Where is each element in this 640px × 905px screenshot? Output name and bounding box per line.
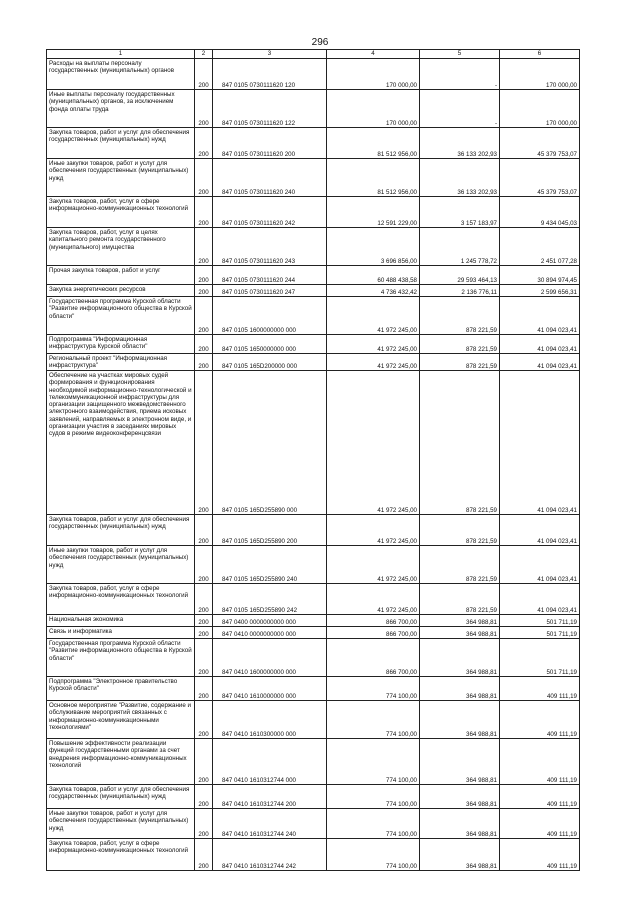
row-executed-amount: 29 593 464,13 (420, 266, 500, 285)
row-executed-amount: 878 221,59 (420, 335, 500, 354)
row-unexecuted-amount: 41 094 023,41 (500, 297, 580, 335)
row-executed-amount: 364 988,81 (420, 701, 500, 739)
row-approved-amount: 866 700,00 (327, 627, 420, 639)
table-row (47, 739, 580, 785)
row-executed-amount: 36 133 202,93 (420, 159, 500, 197)
row-budget-code: 847 0410 1600000000 000 (213, 639, 327, 677)
row-executed-amount: 364 988,81 (420, 739, 500, 785)
row-approved-amount: 774 100,00 (327, 677, 420, 701)
row-executed-amount: 878 221,59 (420, 584, 500, 615)
row-executed-amount: 2 136 776,11 (420, 285, 500, 297)
header-col-3: 3 (213, 50, 327, 59)
row-line-code: 200 (195, 785, 213, 809)
row-approved-amount: 170 000,00 (327, 90, 420, 128)
row-line-code: 200 (195, 297, 213, 335)
row-budget-code: 847 0105 0730111620 122 (213, 90, 327, 128)
row-unexecuted-amount: 45 379 753,07 (500, 128, 580, 159)
row-unexecuted-amount: 9 434 045,03 (500, 197, 580, 228)
row-budget-code: 847 0105 1600000000 000 (213, 297, 327, 335)
table-row (47, 615, 580, 627)
row-line-code: 200 (195, 739, 213, 785)
table-row (47, 515, 580, 546)
row-budget-code: 847 0410 1610312744 000 (213, 739, 327, 785)
row-unexecuted-amount: 45 379 753,07 (500, 159, 580, 197)
row-name: Расходы на выплаты персоналу государственных (муниципальных) органов (47, 59, 195, 90)
row-unexecuted-amount: 2 451 077,28 (500, 228, 580, 266)
row-approved-amount: 170 000,00 (327, 59, 420, 90)
row-executed-amount: 364 988,81 (420, 615, 500, 627)
page-number: 296 (311, 37, 329, 48)
row-unexecuted-amount: 41 094 023,41 (500, 546, 580, 584)
row-unexecuted-amount: 409 111,19 (500, 677, 580, 701)
row-line-code: 200 (195, 701, 213, 739)
row-line-code: 200 (195, 335, 213, 354)
header-col-5: 5 (420, 50, 500, 59)
row-line-code: 200 (195, 354, 213, 371)
row-budget-code: 847 0105 0730111620 200 (213, 128, 327, 159)
table-row (47, 809, 580, 839)
row-name: Закупка товаров, работ, услуг в сфере информационно-коммуникационных технологий (47, 584, 195, 615)
row-budget-code: 847 0410 1610312744 240 (213, 809, 327, 839)
row-budget-code: 847 0105 165D255890 000 (213, 371, 327, 515)
table-body (47, 59, 580, 871)
table-row (47, 701, 580, 739)
row-approved-amount: 81 512 956,00 (327, 128, 420, 159)
row-budget-code: 847 0105 165D255890 240 (213, 546, 327, 584)
row-unexecuted-amount: 409 111,19 (500, 701, 580, 739)
row-line-code: 200 (195, 90, 213, 128)
row-unexecuted-amount: 409 111,19 (500, 809, 580, 839)
row-budget-code: 847 0105 1650000000 000 (213, 335, 327, 354)
row-executed-amount: 364 988,81 (420, 677, 500, 701)
row-approved-amount: 41 972 245,00 (327, 297, 420, 335)
row-unexecuted-amount: 41 094 023,41 (500, 584, 580, 615)
row-budget-code: 847 0105 165D200000 000 (213, 354, 327, 371)
row-name: Закупка товаров, работ, услуг в целях капитального ремонта государственного (муниципального) имущества (47, 228, 195, 266)
table-row (47, 297, 580, 335)
table-row (47, 128, 580, 159)
row-approved-amount: 3 696 856,00 (327, 228, 420, 266)
row-unexecuted-amount: 409 111,19 (500, 739, 580, 785)
row-name: Иные закупки товаров, работ и услуг для обеспечения государственных (муниципальных) нужд (47, 809, 195, 839)
row-executed-amount: 878 221,59 (420, 515, 500, 546)
header-col-2: 2 (195, 50, 213, 59)
row-unexecuted-amount: 41 094 023,41 (500, 354, 580, 371)
row-line-code: 200 (195, 371, 213, 515)
row-executed-amount: - (420, 90, 500, 128)
row-budget-code: 847 0105 0730111620 242 (213, 197, 327, 228)
table-row (47, 228, 580, 266)
row-unexecuted-amount: 409 111,19 (500, 785, 580, 809)
table-row (47, 90, 580, 128)
row-line-code: 200 (195, 809, 213, 839)
row-name: Основное мероприятие "Развитие, содержание и обслуживание мероприятий связанных с информационно-коммуникационными технологиями" (47, 701, 195, 739)
row-name: Иные закупки товаров, работ и услуг для обеспечения государственных (муниципальных) нужд (47, 546, 195, 584)
row-budget-code: 847 0410 1610300000 000 (213, 701, 327, 739)
row-name: Закупка энергетических ресурсов (47, 285, 195, 297)
row-line-code: 200 (195, 584, 213, 615)
row-approved-amount: 41 972 245,00 (327, 515, 420, 546)
row-executed-amount: 364 988,81 (420, 785, 500, 809)
table-row (47, 266, 580, 285)
table-row (47, 546, 580, 584)
row-name: Повышение эффективности реализации функций государственными органами за счет внедрения информационно-коммуникационных технологий (47, 739, 195, 785)
table-row (47, 159, 580, 197)
row-name: Подпрограмма "Электронное правительство Курской области" (47, 677, 195, 701)
row-budget-code: 847 0105 0730111620 240 (213, 159, 327, 197)
row-line-code: 200 (195, 839, 213, 871)
row-name: Обеспечение на участках мировых судей формирования и функционирования необходимой информационно-технологической и телекоммуникационной инфраструктуры для организации защищенного межведомственного электронного взаимодействия, приема исковых заявлений, направляемых в электронном виде, и организации участия в заседаниях мировых судов в режиме видеоконференцсвязи (47, 371, 195, 515)
table-row (47, 639, 580, 677)
row-name: Национальная экономика (47, 615, 195, 627)
table-row (47, 285, 580, 297)
row-approved-amount: 41 972 245,00 (327, 584, 420, 615)
row-executed-amount: 878 221,59 (420, 371, 500, 515)
row-name: Прочая закупка товаров, работ и услуг (47, 266, 195, 285)
row-line-code: 200 (195, 128, 213, 159)
row-executed-amount: 878 221,59 (420, 546, 500, 584)
row-line-code: 200 (195, 59, 213, 90)
row-budget-code: 847 0410 1610312744 242 (213, 839, 327, 871)
row-name: Иные выплаты персоналу государственных (муниципальных) органов, за исключением фонда оплаты труда (47, 90, 195, 128)
row-unexecuted-amount: 170 000,00 (500, 59, 580, 90)
row-executed-amount: 364 988,81 (420, 809, 500, 839)
row-unexecuted-amount: 41 094 023,41 (500, 371, 580, 515)
row-unexecuted-amount: 409 111,19 (500, 839, 580, 871)
table-row (47, 354, 580, 371)
table-row (47, 677, 580, 701)
row-name: Закупка товаров, работ, услуг в сфере информационно-коммуникационных технологий (47, 197, 195, 228)
row-budget-code: 847 0105 0730111620 120 (213, 59, 327, 90)
row-unexecuted-amount: 501 711,19 (500, 627, 580, 639)
row-line-code: 200 (195, 266, 213, 285)
row-approved-amount: 12 591 229,00 (327, 197, 420, 228)
row-approved-amount: 41 972 245,00 (327, 335, 420, 354)
row-executed-amount: - (420, 59, 500, 90)
row-approved-amount: 41 972 245,00 (327, 546, 420, 584)
row-budget-code: 847 0410 1610312744 200 (213, 785, 327, 809)
row-executed-amount: 878 221,59 (420, 297, 500, 335)
row-executed-amount: 364 988,81 (420, 627, 500, 639)
row-approved-amount: 866 700,00 (327, 615, 420, 627)
row-executed-amount: 878 221,59 (420, 354, 500, 371)
row-name: Государственная программа Курской области "Развитие информационного общества в Курской области" (47, 639, 195, 677)
row-name: Региональный проект "Информационная инфраструктура" (47, 354, 195, 371)
row-name: Государственная программа Курской области "Развитие информационного общества в Курской области" (47, 297, 195, 335)
row-approved-amount: 60 488 438,58 (327, 266, 420, 285)
row-line-code: 200 (195, 197, 213, 228)
row-approved-amount: 774 100,00 (327, 785, 420, 809)
header-col-6: 6 (500, 50, 580, 59)
row-executed-amount: 364 988,81 (420, 639, 500, 677)
row-executed-amount: 3 157 183,97 (420, 197, 500, 228)
row-budget-code: 847 0105 165D255890 200 (213, 515, 327, 546)
table-row (47, 584, 580, 615)
row-unexecuted-amount: 41 094 023,41 (500, 335, 580, 354)
row-line-code: 200 (195, 515, 213, 546)
row-name: Подпрограмма "Информационная инфраструктура Курской области" (47, 335, 195, 354)
row-approved-amount: 774 100,00 (327, 739, 420, 785)
row-line-code: 200 (195, 639, 213, 677)
row-approved-amount: 866 700,00 (327, 639, 420, 677)
row-approved-amount: 774 100,00 (327, 839, 420, 871)
table-row (47, 785, 580, 809)
row-line-code: 200 (195, 627, 213, 639)
row-name: Связь и информатика (47, 627, 195, 639)
row-budget-code: 847 0400 0000000000 000 (213, 615, 327, 627)
budget-table (46, 49, 580, 871)
header-col-1: 1 (47, 50, 195, 59)
row-line-code: 200 (195, 228, 213, 266)
row-budget-code: 847 0105 0730111620 244 (213, 266, 327, 285)
table-row (47, 197, 580, 228)
row-line-code: 200 (195, 546, 213, 584)
row-executed-amount: 36 133 202,93 (420, 128, 500, 159)
table-row (47, 839, 580, 871)
header-col-4: 4 (327, 50, 420, 59)
row-name: Иные закупки товаров, работ и услуг для обеспечения государственных (муниципальных) нужд (47, 159, 195, 197)
row-executed-amount: 1 245 778,72 (420, 228, 500, 266)
row-line-code: 200 (195, 615, 213, 627)
row-line-code: 200 (195, 285, 213, 297)
row-executed-amount: 364 988,81 (420, 839, 500, 871)
row-name: Закупка товаров, работ и услуг для обеспечения государственных (муниципальных) нужд (47, 785, 195, 809)
row-budget-code: 847 0105 0730111620 243 (213, 228, 327, 266)
table-header-row (47, 50, 580, 59)
row-unexecuted-amount: 170 000,00 (500, 90, 580, 128)
table-row (47, 59, 580, 90)
row-name: Закупка товаров, работ и услуг для обеспечения государственных (муниципальных) нужд (47, 515, 195, 546)
row-approved-amount: 41 972 245,00 (327, 354, 420, 371)
row-line-code: 200 (195, 159, 213, 197)
row-approved-amount: 4 736 432,42 (327, 285, 420, 297)
row-name: Закупка товаров, работ, услуг в сфере информационно-коммуникационных технологий (47, 839, 195, 871)
row-approved-amount: 774 100,00 (327, 701, 420, 739)
row-budget-code: 847 0410 1610000000 000 (213, 677, 327, 701)
row-unexecuted-amount: 30 894 974,45 (500, 266, 580, 285)
row-approved-amount: 81 512 956,00 (327, 159, 420, 197)
row-unexecuted-amount: 501 711,19 (500, 639, 580, 677)
row-line-code: 200 (195, 677, 213, 701)
row-unexecuted-amount: 501 711,19 (500, 615, 580, 627)
table-row (47, 627, 580, 639)
row-budget-code: 847 0105 0730111620 247 (213, 285, 327, 297)
row-approved-amount: 774 100,00 (327, 809, 420, 839)
row-budget-code: 847 0410 0000000000 000 (213, 627, 327, 639)
row-unexecuted-amount: 2 599 656,31 (500, 285, 580, 297)
row-name: Закупка товаров, работ и услуг для обеспечения государственных (муниципальных) нужд (47, 128, 195, 159)
row-unexecuted-amount: 41 094 023,41 (500, 515, 580, 546)
table-row (47, 335, 580, 354)
row-budget-code: 847 0105 165D255890 242 (213, 584, 327, 615)
row-approved-amount: 41 972 245,00 (327, 371, 420, 515)
table-row (47, 371, 580, 515)
